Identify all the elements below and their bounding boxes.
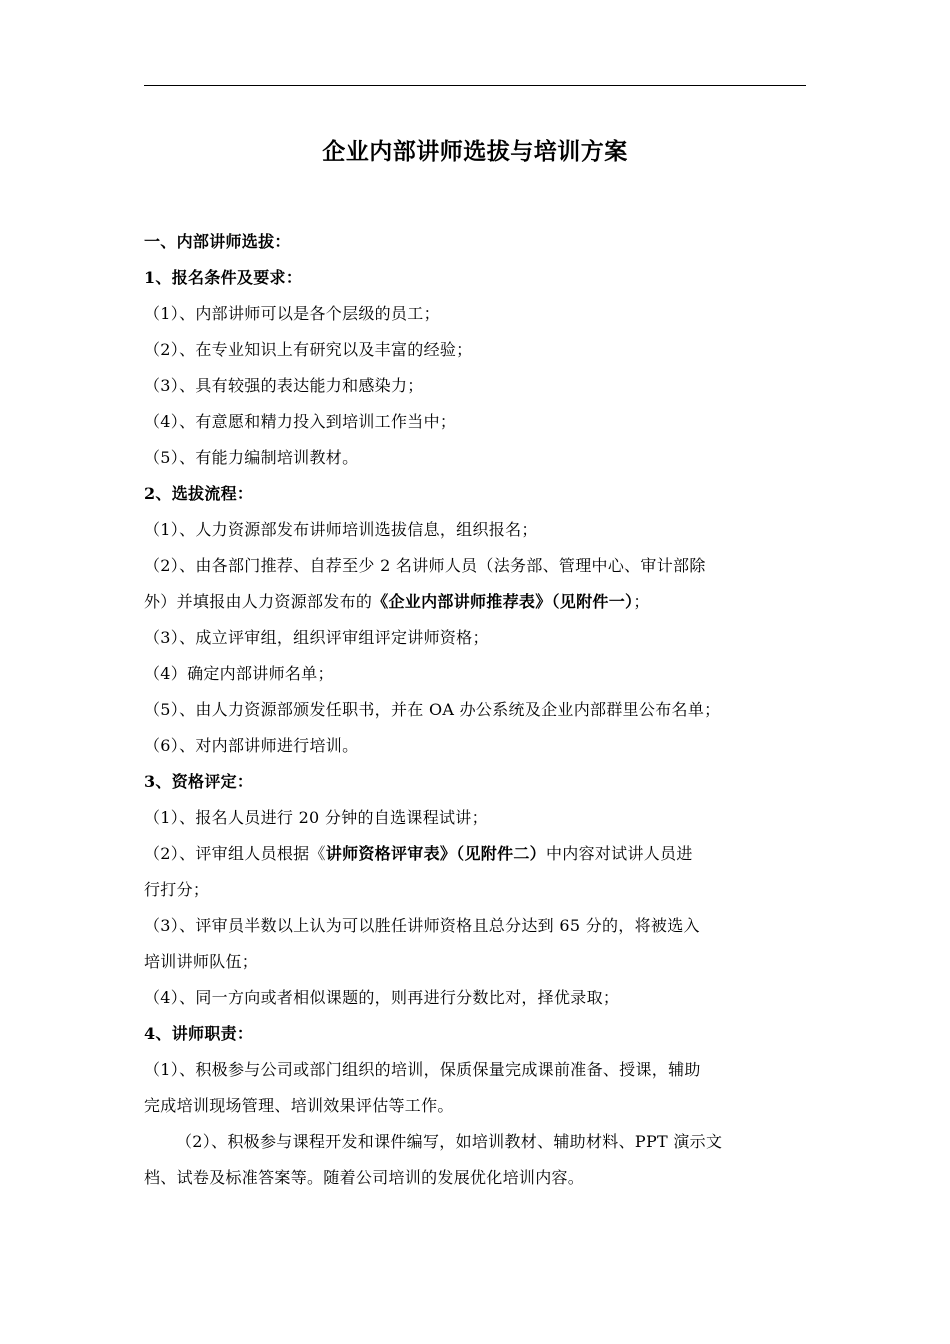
- list-item: （4）、同一方向或者相似课题的，则再进行分数比对，择优录取；: [144, 988, 620, 1007]
- section-heading-selection: 一、内部讲师选拔：: [144, 232, 291, 251]
- document-body: [144, 224, 806, 1196]
- list-item: （2）、由各部门推荐、自荐至少 2 名讲师人员（法务部、管理中心、审计部除: [144, 556, 706, 575]
- list-item: （1）、报名人员进行 20 分钟的自选课程试讲；: [144, 808, 488, 827]
- list-item: （6）、对内部讲师进行培训。: [144, 736, 359, 755]
- text-span: 中内容对试讲人员进: [545, 844, 693, 863]
- document-title: 企业内部讲师选拔与培训方案: [322, 138, 628, 165]
- list-item-continued: 培训讲师队伍；: [144, 952, 259, 971]
- list-item: （4）确定内部讲师名单；: [144, 664, 334, 683]
- list-item: （3）、具有较强的表达能力和感染力；: [144, 376, 424, 395]
- list-item: （5）、由人力资源部颁发任职书，并在 OA 办公系统及企业内部群里公布名单；: [144, 700, 721, 719]
- list-item-continued: [144, 584, 806, 620]
- list-item: （2）、在专业知识上有研究以及丰富的经验；: [144, 340, 473, 359]
- evaluation-form-reference: 讲师资格评审表》（见附件二）: [325, 844, 546, 863]
- list-item: （3）、评审员半数以上认为可以胜任讲师资格且总分达到 65 分的，将被选入: [144, 916, 700, 935]
- list-item-continued: 行打分；: [144, 880, 210, 899]
- list-item-continued: 完成培训现场管理、培训效果评估等工作。: [144, 1096, 454, 1115]
- list-item: [144, 836, 806, 872]
- list-item: （2）、积极参与课程开发和课件编写，如培训教材、辅助材料、PPT 演示文: [176, 1132, 723, 1151]
- list-item: （1）、积极参与公司或部门组织的培训，保质保量完成课前准备、授课，辅助: [144, 1060, 701, 1079]
- subheading-requirements: 1、报名条件及要求：: [144, 268, 303, 287]
- list-item-continued: 档、试卷及标准答案等。随着公司培训的发展优化培训内容。: [144, 1168, 585, 1187]
- subheading-process: 2、选拔流程：: [144, 484, 254, 503]
- header-rule: [144, 85, 806, 86]
- text-span: 外）并填报由人力资源部发布的: [144, 592, 373, 611]
- list-item: （4）、有意愿和精力投入到培训工作当中；: [144, 412, 457, 431]
- list-item: （1）、人力资源部发布讲师培训选拔信息，组织报名；: [144, 520, 538, 539]
- subheading-qualification: 3、资格评定：: [144, 772, 254, 791]
- list-item: （1）、内部讲师可以是各个层级的员工；: [144, 304, 440, 323]
- text-span: （2）、评审组人员根据《: [144, 844, 326, 863]
- list-item: （5）、有能力编制培训教材。: [144, 448, 359, 467]
- list-item: （3）、成立评审组，组织评审组评定讲师资格；: [144, 628, 489, 647]
- recommendation-form-reference: 《企业内部讲师推荐表》（见附件一）: [372, 592, 634, 611]
- text-span: ；: [633, 592, 650, 611]
- subheading-duties: 4、讲师职责：: [144, 1024, 254, 1043]
